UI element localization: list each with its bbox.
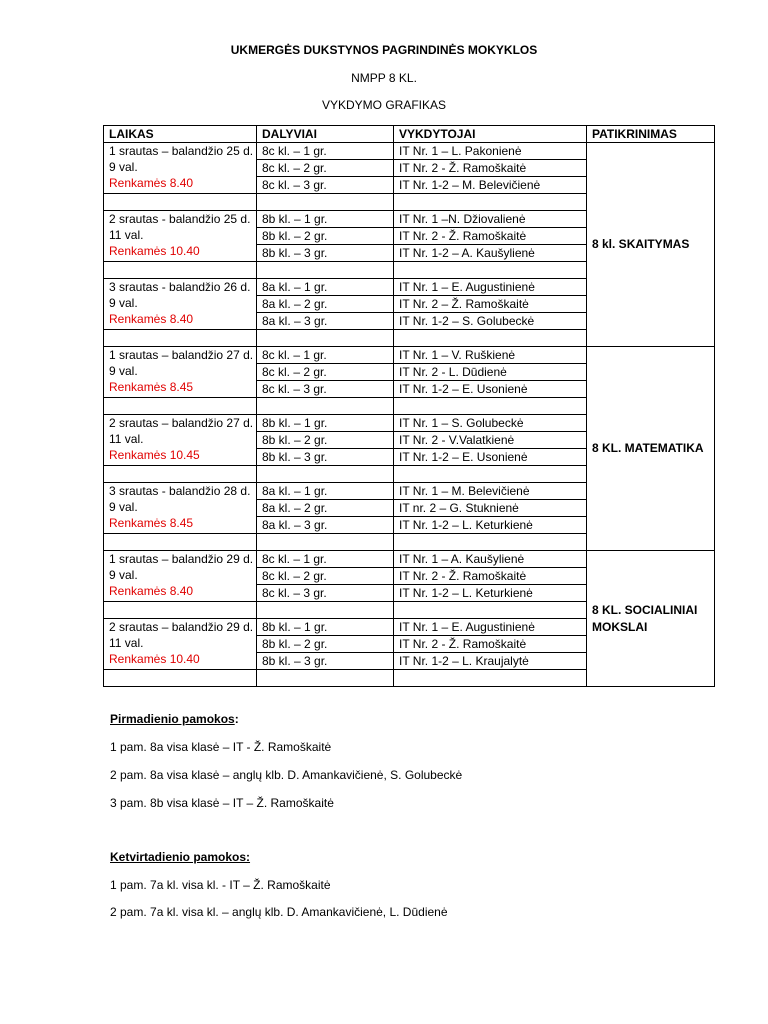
table-row <box>104 347 715 364</box>
thursday-line: 2 pam. 7a kl. visa kl. – anglų klb. D. Amankavičienė, L. Dūdienė <box>110 905 448 919</box>
executor-cell: IT Nr. 1-2 – A. Kaušylienė <box>394 245 587 262</box>
spacer-cell <box>104 602 257 619</box>
executor-cell: IT Nr. 1 – V. Ruškienė <box>394 347 587 364</box>
session-arrival: Renkamės 10.40 <box>109 652 200 666</box>
spacer-cell <box>394 466 587 483</box>
session-arrival: Renkamės 8.45 <box>109 380 194 394</box>
executor-cell: IT Nr. 1-2 – E. Usonienė <box>394 449 587 466</box>
participant-cell: 8b kl. – 2 gr. <box>257 636 394 653</box>
executor-cell: IT Nr. 1 – S. Golubeckė <box>394 415 587 432</box>
table-row <box>104 551 715 568</box>
schedule-table <box>103 125 715 687</box>
session-time-cell <box>104 143 257 194</box>
executor-cell: IT Nr. 2 - Ž. Ramoškaitė <box>394 228 587 245</box>
participant-cell: 8a kl. – 3 gr. <box>257 517 394 534</box>
spacer-cell <box>394 330 587 347</box>
executor-cell: IT Nr. 1-2 – M. Belevičienė <box>394 177 587 194</box>
spacer-cell <box>257 534 394 551</box>
spacer-cell <box>257 330 394 347</box>
spacer-cell <box>104 330 257 347</box>
session-arrival: Renkamės 8.40 <box>109 584 194 598</box>
participant-cell: 8b kl. – 2 gr. <box>257 228 394 245</box>
participant-cell: 8c kl. – 2 gr. <box>257 160 394 177</box>
spacer-cell <box>104 194 257 211</box>
participant-cell: 8a kl. – 3 gr. <box>257 313 394 330</box>
session-arrival: Renkamės 8.45 <box>109 516 194 530</box>
thursday-heading <box>110 850 250 864</box>
executor-cell: IT Nr. 1 – L. Pakonienė <box>394 143 587 160</box>
spacer-cell <box>104 466 257 483</box>
executor-cell: IT Nr. 1-2 – L. Keturkienė <box>394 585 587 602</box>
session-time-cell <box>104 619 257 670</box>
executor-cell: IT Nr. 2 - Ž. Ramoškaitė <box>394 636 587 653</box>
participant-cell: 8b kl. – 2 gr. <box>257 432 394 449</box>
participant-cell: 8b kl. – 3 gr. <box>257 449 394 466</box>
session-time: 2 srautas – balandžio 29 d. 11 val. <box>109 620 254 650</box>
column-header-time: LAIKAS <box>104 126 257 143</box>
session-time: 2 srautas – balandžio 27 d. 11 val. <box>109 416 254 446</box>
executor-cell: IT Nr. 1-2 – E. Usonienė <box>394 381 587 398</box>
session-arrival: Renkamės 8.40 <box>109 312 194 326</box>
monday-line: 1 pam. 8a visa klasė – IT - Ž. Ramoškaitė <box>110 740 332 754</box>
participant-cell: 8b kl. – 1 gr. <box>257 415 394 432</box>
spacer-cell <box>257 466 394 483</box>
executor-cell: IT Nr. 2 – Ž. Ramoškaitė <box>394 296 587 313</box>
participant-cell: 8c kl. – 1 gr. <box>257 143 394 160</box>
executor-cell: IT Nr. 2 - Ž. Ramoškaitė <box>394 160 587 177</box>
executor-cell: IT Nr. 1-2 – L. Keturkienė <box>394 517 587 534</box>
column-header-executors: VYKDYTOJAI <box>394 126 587 143</box>
table-header-row <box>104 126 715 143</box>
participant-cell: 8b kl. – 3 gr. <box>257 653 394 670</box>
session-time-cell <box>104 551 257 602</box>
executor-cell: IT Nr. 1 – M. Belevičienė <box>394 483 587 500</box>
school-title: UKMERGĖS DUKSTYNOS PAGRINDINĖS MOKYKLOS <box>230 43 538 57</box>
participant-cell: 8c kl. – 2 gr. <box>257 568 394 585</box>
monday-line: 2 pam. 8a visa klasė – anglų klb. D. Amankavičienė, S. Golubeckė <box>110 768 463 782</box>
participant-cell: 8c kl. – 2 gr. <box>257 364 394 381</box>
participant-cell: 8a kl. – 2 gr. <box>257 500 394 517</box>
session-time-cell <box>104 347 257 398</box>
session-time: 1 srautas – balandžio 25 d. 9 val. <box>109 144 254 174</box>
participant-cell: 8c kl. – 3 gr. <box>257 177 394 194</box>
session-time-cell <box>104 415 257 466</box>
spacer-cell <box>104 670 257 687</box>
participant-cell: 8b kl. – 3 gr. <box>257 245 394 262</box>
executor-cell: IT Nr. 1 –N. Džiovalienė <box>394 211 587 228</box>
executor-cell: IT Nr. 1 – A. Kaušylienė <box>394 551 587 568</box>
table-row <box>104 143 715 160</box>
executor-cell: IT Nr. 2 - Ž. Ramoškaitė <box>394 568 587 585</box>
executor-cell: IT Nr. 1-2 – S. Golubeckė <box>394 313 587 330</box>
session-time-cell <box>104 483 257 534</box>
spacer-cell <box>394 602 587 619</box>
monday-heading-text: Pirmadienio pamokos <box>110 712 235 726</box>
spacer-cell <box>257 602 394 619</box>
spacer-cell <box>394 398 587 415</box>
monday-heading <box>110 712 239 726</box>
session-arrival: Renkamės 10.40 <box>109 244 200 258</box>
check-cell: 8 KL. MATEMATIKA <box>587 347 715 551</box>
column-header-participants: DALYVIAI <box>257 126 394 143</box>
executor-cell: IT nr. 2 – G. Stuknienė <box>394 500 587 517</box>
participant-cell: 8c kl. – 1 gr. <box>257 551 394 568</box>
spacer-cell <box>394 194 587 211</box>
monday-heading-colon: : <box>234 712 239 726</box>
participant-cell: 8b kl. – 1 gr. <box>257 619 394 636</box>
session-time: 3 srautas - balandžio 28 d. 9 val. <box>109 484 251 514</box>
check-cell: 8 kl. SKAITYMAS <box>587 143 715 347</box>
session-time: 2 srautas - balandžio 25 d. 11 val. <box>109 212 251 242</box>
participant-cell: 8c kl. – 3 gr. <box>257 585 394 602</box>
schedule-title: VYKDYMO GRAFIKAS <box>321 98 447 112</box>
thursday-line: 1 pam. 7a kl. visa kl. - IT – Ž. Ramoškaitė <box>110 878 331 892</box>
participant-cell: 8b kl. – 1 gr. <box>257 211 394 228</box>
session-time: 1 srautas – balandžio 29 d. 9 val. <box>109 552 254 582</box>
executor-cell: IT Nr. 2 - L. Dūdienė <box>394 364 587 381</box>
spacer-cell <box>257 670 394 687</box>
participant-cell: 8c kl. – 3 gr. <box>257 381 394 398</box>
spacer-cell <box>257 194 394 211</box>
check-cell: 8 KL. SOCIALINIAI MOKSLAI <box>587 551 715 687</box>
executor-cell: IT Nr. 2 - V.Valatkienė <box>394 432 587 449</box>
subtitle: NMPP 8 KL. <box>351 71 417 85</box>
executor-cell: IT Nr. 1 – E. Augustinienė <box>394 279 587 296</box>
spacer-cell <box>257 262 394 279</box>
session-time-cell <box>104 211 257 262</box>
thursday-heading-text: Ketvirtadienio pamokos: <box>110 850 251 864</box>
spacer-cell <box>394 534 587 551</box>
executor-cell: IT Nr. 1-2 – L. Kraujalytė <box>394 653 587 670</box>
session-time-cell <box>104 279 257 330</box>
session-arrival: Renkamės 8.40 <box>109 176 194 190</box>
participant-cell: 8c kl. – 1 gr. <box>257 347 394 364</box>
spacer-cell <box>104 534 257 551</box>
schedule-body <box>104 143 715 687</box>
executor-cell: IT Nr. 1 – E. Augustinienė <box>394 619 587 636</box>
spacer-cell <box>257 398 394 415</box>
spacer-cell <box>394 670 587 687</box>
session-arrival: Renkamės 10.45 <box>109 448 200 462</box>
participant-cell: 8a kl. – 2 gr. <box>257 296 394 313</box>
column-header-check: PATIKRINIMAS <box>587 126 715 143</box>
participant-cell: 8a kl. – 1 gr. <box>257 483 394 500</box>
spacer-cell <box>394 262 587 279</box>
session-time: 3 srautas - balandžio 26 d. 9 val. <box>109 280 251 310</box>
session-time: 1 srautas – balandžio 27 d. 9 val. <box>109 348 254 378</box>
monday-line: 3 pam. 8b visa klasė – IT – Ž. Ramoškaitė <box>110 796 334 810</box>
participant-cell: 8a kl. – 1 gr. <box>257 279 394 296</box>
spacer-cell <box>104 262 257 279</box>
spacer-cell <box>104 398 257 415</box>
